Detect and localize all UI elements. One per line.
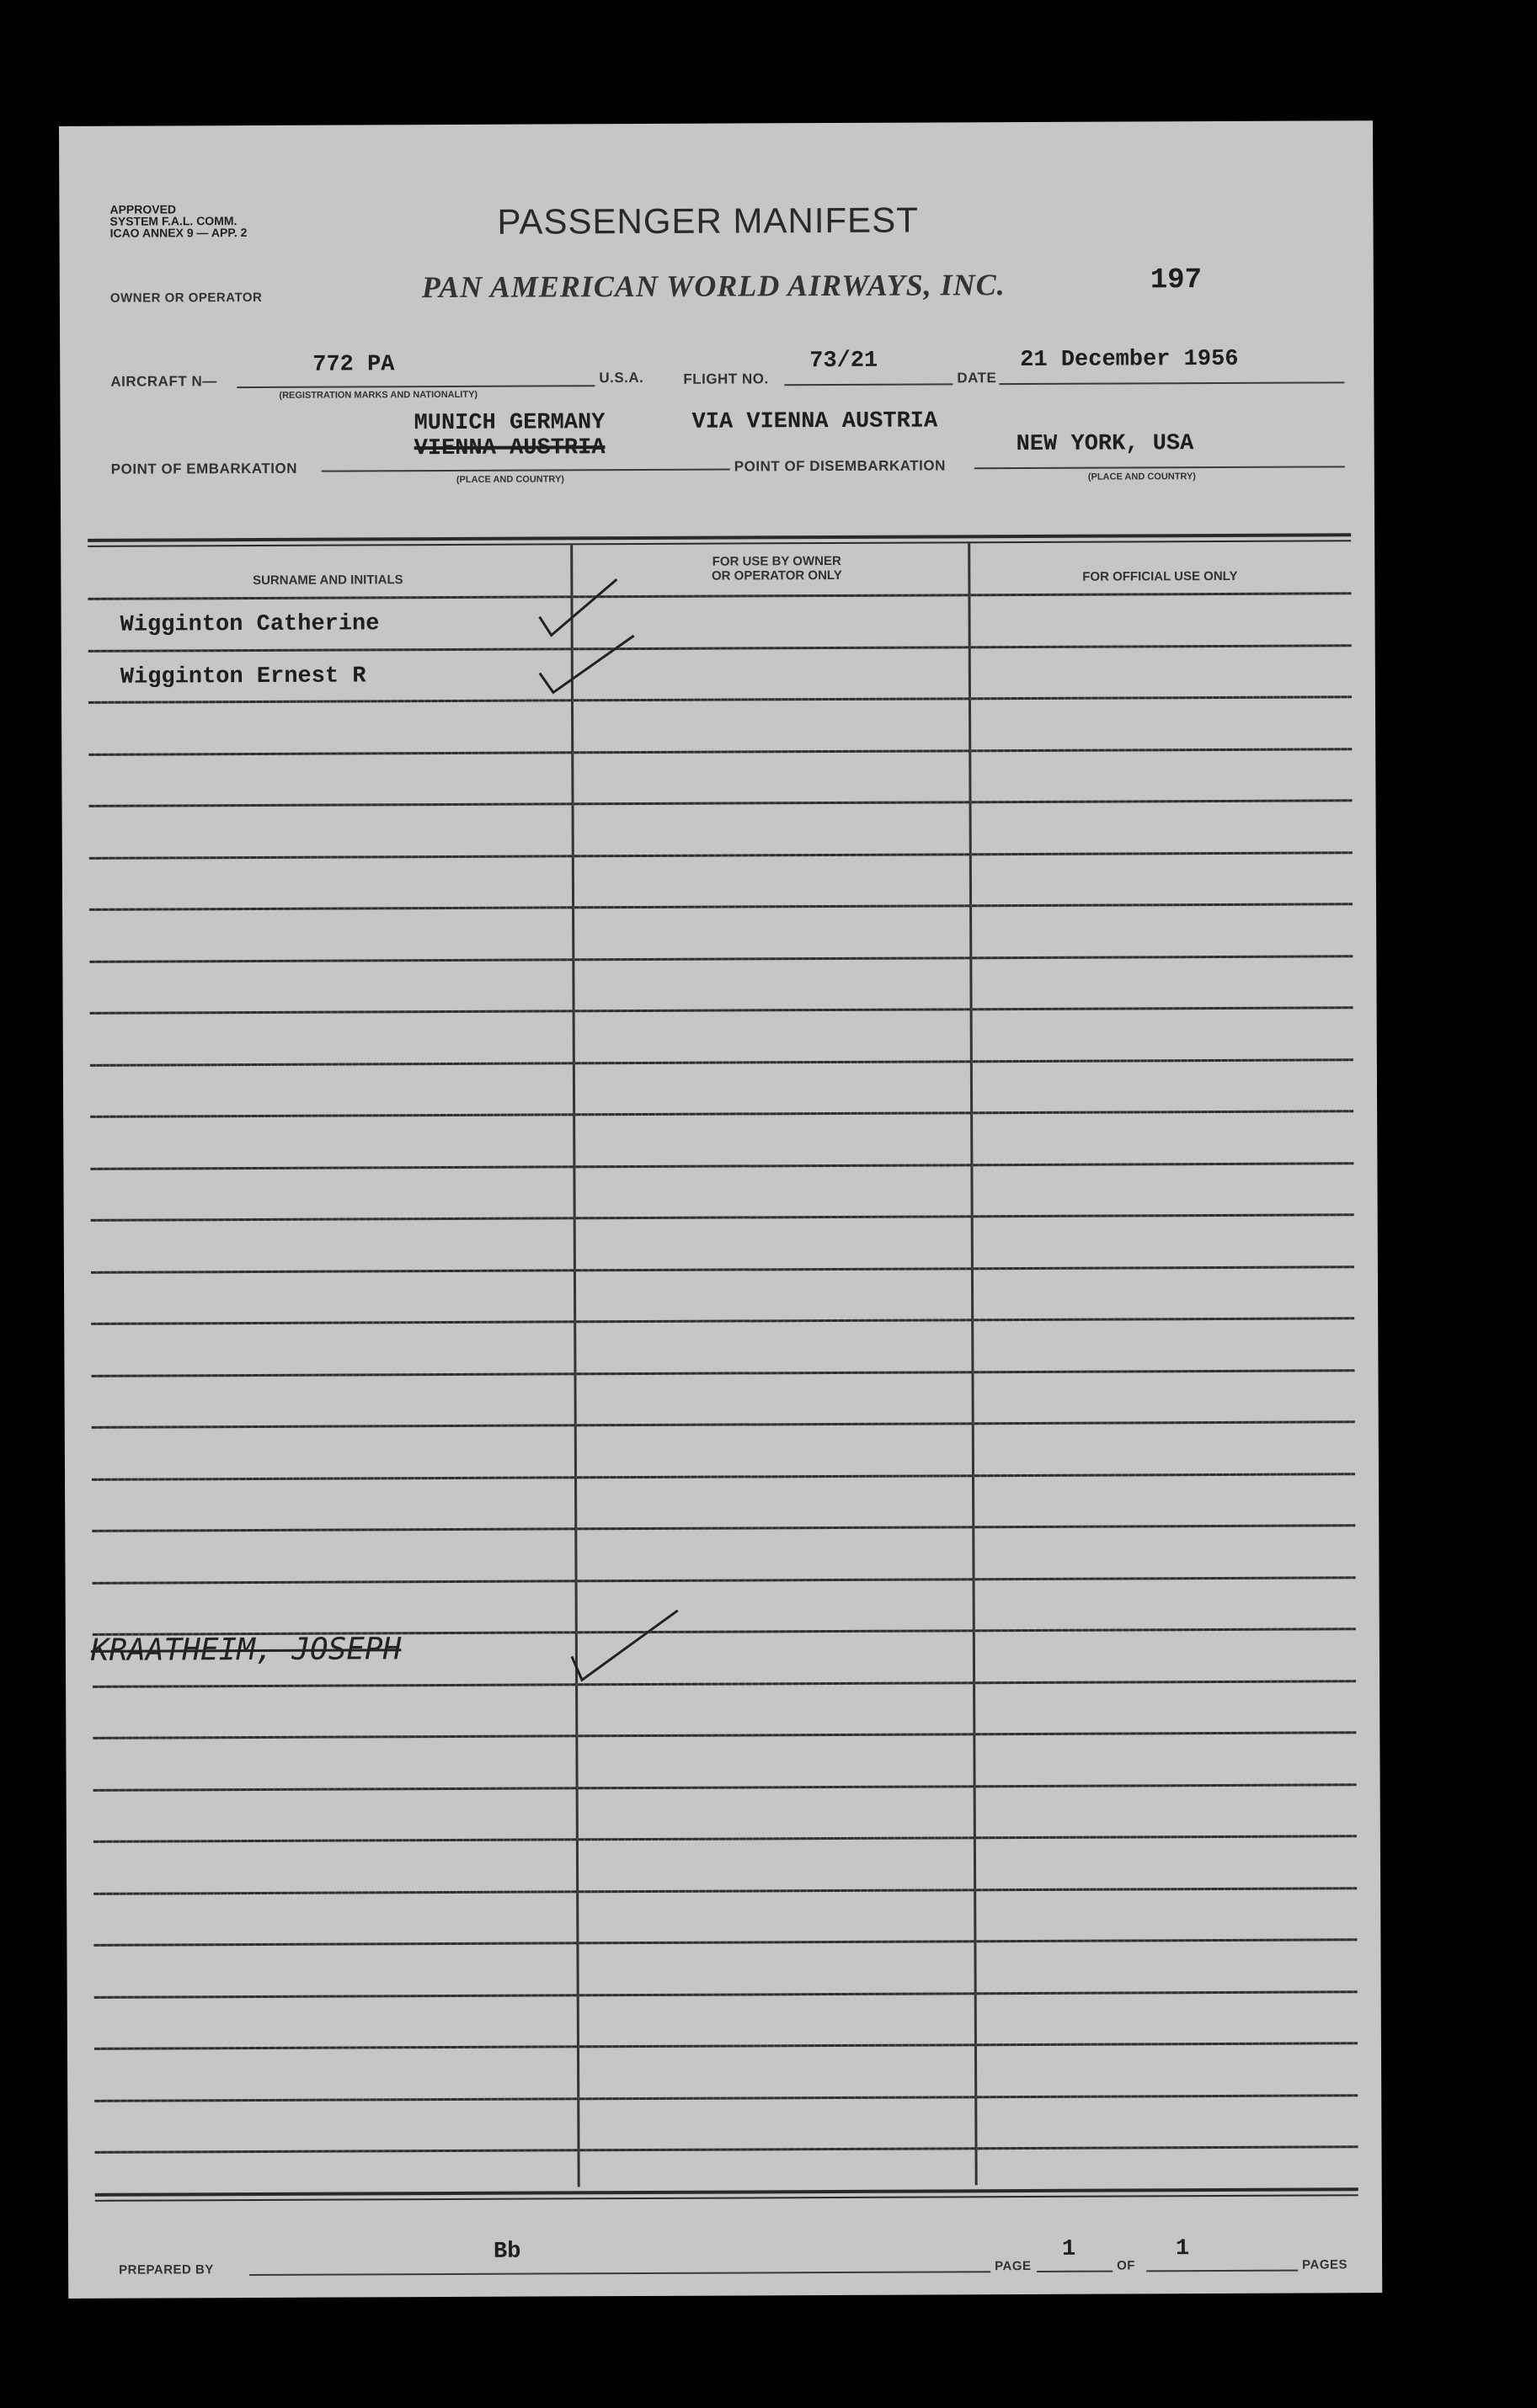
table-row-line	[93, 1731, 1356, 1739]
embarkation-underline	[322, 469, 730, 472]
table-row-line	[92, 1473, 1355, 1481]
table-row-line	[90, 1006, 1353, 1015]
table-row-line	[88, 748, 1352, 756]
table-row-line	[93, 1783, 1357, 1792]
column-divider	[968, 543, 978, 2185]
pages-label: PAGES	[1302, 2257, 1348, 2272]
column-header-official: FOR OFFICIAL USE ONLY	[1082, 568, 1238, 584]
table-row-line	[91, 1265, 1354, 1274]
aircraft-label: AIRCRAFT N—	[110, 373, 217, 390]
table-row-line	[89, 851, 1353, 860]
prepared-by-underline	[249, 2271, 990, 2276]
table-row-line	[94, 2145, 1358, 2154]
page-underline	[1037, 2271, 1113, 2272]
disembarkation-city: NEW YORK, USA	[1016, 431, 1194, 458]
table-row-line	[92, 1420, 1355, 1429]
table-row-line	[89, 799, 1353, 807]
flight-underline	[784, 383, 953, 386]
page-title: PASSENGER MANIFEST	[497, 200, 919, 242]
prepared-by-label: PREPARED BY	[119, 2262, 214, 2277]
table-row-line	[90, 1058, 1353, 1067]
owner-label: OWNER OR OPERATOR	[109, 290, 263, 306]
table-row-line	[91, 1317, 1354, 1325]
date-underline	[999, 381, 1344, 385]
table-row-line	[88, 644, 1352, 653]
passenger-name: Wigginton Catherine	[120, 611, 380, 638]
table-row-line	[93, 1938, 1357, 1947]
table-row-line	[94, 2094, 1358, 2102]
table-row-line	[89, 903, 1353, 911]
embarkation-city: MUNICH GERMANY	[414, 410, 606, 437]
usa-label: U.S.A.	[599, 369, 644, 386]
table-row-line	[93, 1887, 1357, 1895]
embarkation-label: POINT OF EMBARKATION	[110, 460, 298, 477]
passenger-name: Wigginton Ernest R	[120, 663, 366, 690]
table-row-line	[90, 1110, 1353, 1118]
approval-line: SYSTEM F.A.L. COMM.	[109, 214, 237, 228]
column-header-name: SURNAME AND INITIALS	[253, 573, 403, 589]
disembarkation-underline	[974, 466, 1345, 469]
total-pages: 1	[1175, 2236, 1190, 2262]
manifest-number: 197	[1150, 264, 1203, 297]
page-label: PAGE	[995, 2258, 1032, 2274]
approval-block	[109, 203, 247, 239]
table-row-line	[93, 1680, 1356, 1688]
check-mark-icon	[567, 1606, 685, 1686]
disembarkation-label: POINT OF DISEMBARKATION	[734, 457, 946, 475]
table-row-line	[90, 1162, 1353, 1170]
column-divider	[570, 545, 580, 2187]
date-value: 21 December 1956	[1020, 346, 1239, 374]
aircraft-note: (REGISTRATION MARKS AND NATIONALITY)	[279, 389, 478, 401]
flight-label: FLIGHT NO.	[683, 370, 769, 387]
table-row-line	[92, 1524, 1355, 1532]
aircraft-underline	[237, 385, 595, 388]
operator-name: PAN AMERICAN WORLD AIRWAYS, INC.	[421, 268, 1006, 305]
passenger-rows	[59, 120, 1373, 126]
disembarkation-note: (PLACE AND COUNTRY)	[1087, 471, 1196, 482]
approval-line: APPROVED	[109, 202, 177, 216]
handwritten-passenger-entry: KRAATHEIM, JOSEPH	[90, 1632, 402, 1668]
total-pages-underline	[1146, 2270, 1298, 2272]
check-mark-icon	[533, 629, 643, 697]
table-row-line	[88, 695, 1352, 704]
table-row-line	[88, 592, 1351, 600]
page-number: 1	[1061, 2236, 1076, 2262]
table-row-line	[91, 1369, 1354, 1377]
column-header-operator: FOR USE BY OWNER OR OPERATOR ONLY	[711, 553, 842, 583]
embarkation-struck: VIENNA AUSTRIA	[414, 435, 606, 462]
via-route: VIA VIENNA AUSTRIA	[691, 408, 938, 435]
table-row-line	[89, 955, 1353, 963]
prepared-by-value: Bb	[493, 2239, 521, 2265]
table-row-line	[93, 1576, 1356, 1585]
aircraft-registration: 772 PA	[312, 352, 395, 378]
date-label: DATE	[957, 370, 997, 386]
table-row-line	[91, 1213, 1354, 1222]
of-label: OF	[1117, 2258, 1135, 2273]
embarkation-note: (PLACE AND COUNTRY)	[456, 474, 564, 485]
flight-number: 73/21	[809, 348, 878, 375]
table-row-line	[93, 1835, 1357, 1843]
approval-line: ICAO ANNEX 9 — APP. 2	[109, 226, 248, 240]
table-row-line	[94, 1990, 1358, 1999]
manifest-sheet	[59, 120, 1382, 2299]
table-row-line	[94, 2042, 1358, 2050]
